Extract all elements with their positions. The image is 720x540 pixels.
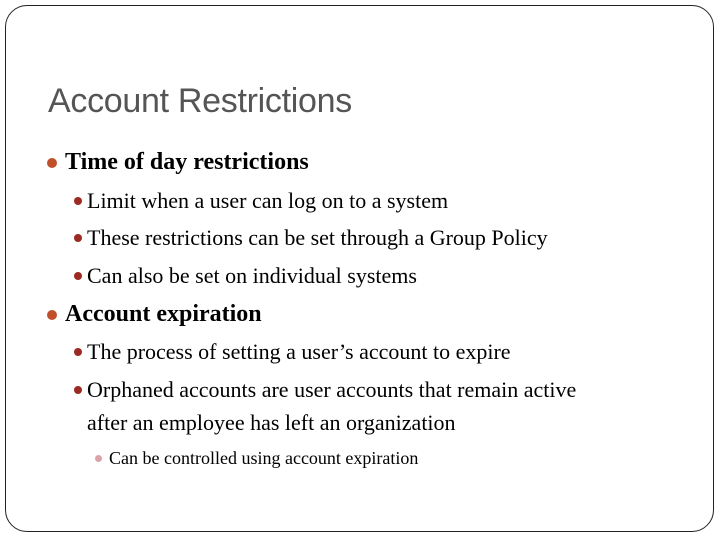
sub-bullet: [87, 188, 448, 214]
sub-sub-bullet: [109, 448, 418, 469]
sub-bullet-continuation: [87, 410, 456, 436]
bullet-text: Can be controlled using account expiration: [109, 448, 419, 468]
slide-title: Account Restrictions: [48, 82, 352, 120]
bullet-text: Orphaned accounts are user accounts that remain active: [87, 377, 577, 402]
sub-bullet: [87, 377, 576, 403]
bullet-icon: [74, 386, 82, 394]
bullet-icon: [95, 455, 102, 462]
bullet-text: Limit when a user can log on to a system: [87, 188, 449, 213]
bullet-icon: [74, 234, 82, 242]
bullet-icon: [74, 197, 82, 205]
bullet-text: Time of day restrictions: [65, 149, 309, 175]
bullet-icon: [74, 348, 82, 356]
bullet-account-expiration: [65, 301, 262, 328]
bullet-icon: [47, 158, 57, 168]
sub-bullet: [87, 263, 417, 289]
bullet-text: These restrictions can be set through a Group Policy: [87, 225, 548, 250]
bullet-text: Account expiration: [65, 301, 262, 327]
bullet-icon: [47, 310, 57, 320]
sub-bullet: [87, 339, 511, 365]
bullet-text: after an employee has left an organization: [87, 410, 456, 435]
sub-bullet: [87, 225, 548, 251]
bullet-icon: [74, 272, 82, 280]
bullet-text: Can also be set on individual systems: [87, 263, 417, 288]
bullet-text: The process of setting a user’s account to expire: [87, 339, 511, 364]
bullet-time-of-day: [65, 149, 309, 176]
